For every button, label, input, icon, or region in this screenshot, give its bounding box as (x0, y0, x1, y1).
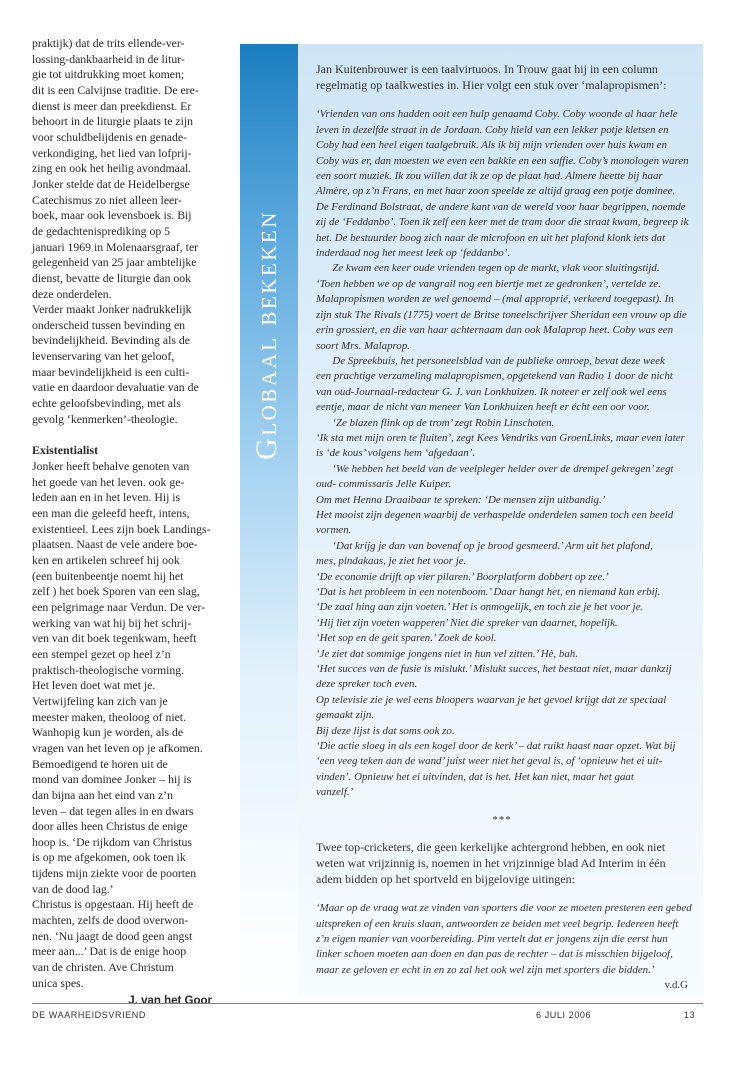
body-text-line: gie tot uitdrukking moet komen; (32, 68, 185, 82)
body-text-line: dienst, bevatte de liturgie dan ook (32, 271, 192, 285)
quote-line: deze spreker toch even. (316, 678, 418, 691)
quote-line: zijn stuk The Rivals (1775) voert de Britse toneelschrijver Sheridan een vrouw op die (316, 308, 687, 321)
quote-line: oud- commissaris Jelle Kuiper. (316, 478, 451, 491)
quote-line: vanzelf.’ (316, 786, 354, 799)
body-text-line: unica spes. (32, 976, 84, 990)
quote-line: zij de ‘Feddanbo’. Toen ik zelf een keer met de tram door die straat kwam, begreep ik (316, 216, 689, 229)
body-text-line: deze onderdelen. (32, 287, 112, 301)
quote-line: z’n eigen manier van voorbereiding. Pim vertelt dat er jongens zijn die eerst hun (316, 933, 668, 946)
body-text-line: Christus is opgestaan. Hij heeft de (32, 898, 194, 912)
body-text-line: (een buitenbeentje noemt hij het (32, 569, 184, 583)
quote-line: mes, pindakaas, je ziet het voor je. (316, 555, 467, 568)
body-text-line: vragen van het leven op je afkomen. (32, 741, 203, 755)
body-text-line: van de christen. Ave Christum (32, 961, 174, 975)
body-text-line: het goede van het leven. ook ge- (32, 475, 185, 489)
quote-line: Coby was er, dan moesten we even een bakkie en een saffie. Coby’s monologen waren (316, 154, 689, 167)
quote-line: De Ferdinand Bolstraat, de andere kant van de wereld voor haar begrippen, noemde (316, 200, 686, 213)
body-text-line: Catechismus zo niet alleen leer- (32, 193, 182, 207)
quote-line: leven in dezelfde straat in de Jordaan. Coby hield van een lekker potje kletsen en (316, 123, 669, 136)
body-text-line: nen. ‘Nu jaagt de dood geen angst (32, 929, 193, 943)
quote-line: inderdaad nog het meest leek op ‘feddanbo’. (316, 247, 511, 260)
quote-line: ‘De economie drijft op vier pilaren.’ Boorplatform dobbert op zee.’ (316, 570, 609, 583)
spacer (316, 887, 688, 901)
body-text-line: leden aan en in het leven. Hij is (32, 491, 181, 505)
body-text-line: boek, maar ook levensboek is. Bij (32, 209, 192, 223)
body-text-line: hoop is. ‘De rijkdom van Christus (32, 835, 192, 849)
quote-line: soort Mrs. Malaprop. (316, 339, 410, 352)
quote-line: Malapropismen worden ze wel genoemd – (mal approprié, verkeerd toegepast). In (316, 293, 674, 306)
column-intro-line: Twee top-cricketers, die geen kerkelijke achtergrond hebben, en ook niet (316, 840, 666, 855)
body-text-line: plaatsen. Naast de vele andere boe- (32, 538, 198, 552)
body-text-line: praktisch-theologische vorming. (32, 663, 185, 677)
body-text-line: onderscheid tussen bevinding en (32, 318, 186, 332)
body-text-line: Bemoedigend te horen uit de (32, 757, 168, 771)
body-text-line: meer aan...’ Dat is de enige hoop (32, 945, 187, 959)
quote-line: De Spreekbuis, het personeelsblad van de publieke omroep, bevat deze week (316, 354, 665, 367)
body-text-line: dit is een Calvijnse traditie. De ere- (32, 83, 199, 97)
spacer (316, 93, 688, 107)
column-intro-line: adem bidden op het sportveld en bijgelovige uitingen: (316, 871, 575, 886)
quote-line: ‘Toen hebben we op de vangrail nog een biertje met ze gedronken’, vertelde ze. (316, 277, 661, 290)
quote-line: maar ze geloven er echt in en zo zal het ook wel zijn met sporters die bidden.’ (316, 963, 655, 976)
quote-line: het. De bestuurder boog zich naar de microfoon en uit het plafond klonk iets dat (316, 231, 666, 244)
body-text-line: verkondiging, het lied van lofprij- (32, 146, 192, 160)
author-signature: J. van het Goor (128, 995, 212, 1008)
column-intro-line: weten wat vrijzinnig is, noemen in het vrijzinnige blad Ad Interim in één (316, 855, 666, 870)
body-text-line: Verder maakt Jonker nadrukkelijk (32, 303, 192, 317)
quote-line: ‘Dat is het probleem in een notenboom.’ Daar hangt het, en niemand kan erbij. (316, 586, 661, 598)
quote-line: ‘Ze blazen flink op de trom’ zegt Robin Linschoten. (316, 416, 555, 429)
quote-line: uitspreken of een kruis slaan, antwoorden ze beiden met veel begrip. Iedereen heeft (316, 917, 679, 930)
body-text-line: ven van dit boek tegenkwam, heeft (32, 632, 197, 646)
body-text-line: levenservaring van het geloof, (32, 350, 175, 364)
body-text-line: existentieel. Lees zijn boek Landings- (32, 522, 211, 536)
right-column (316, 62, 692, 994)
section-separator: *** (492, 813, 512, 826)
body-text-line: Wanhopig kun je worden, als de (32, 726, 184, 740)
body-text-line: praktijk) dat de trits ellende-ver- (32, 37, 185, 50)
footer-publication: DE WAARHEIDSVRIEND (32, 1010, 146, 1020)
body-text-line: Jonker heeft behalve genoten van (32, 460, 190, 474)
body-text-line: mond van dominee Jonker – hij is (32, 773, 192, 787)
quote-line: Ze kwam een keer oude vrienden tegen op de markt, vlak voor sluitingstijd. (316, 262, 660, 275)
quote-line: ‘Die actie sloeg in als een kogel door de kerk’ – dat ruikt haast naar opzet. Wat bij (316, 740, 676, 753)
quote-line: Bij deze lijst is dat soms ook zo. (316, 724, 455, 737)
body-text-line: zing en ook het heilig avondmaal. (32, 162, 192, 176)
body-text-line: een pelgrimage naar Verdun. De ver- (32, 600, 206, 614)
body-text-line: zelf ) het boek Sporen van een slag, (32, 585, 200, 599)
footer-rule (32, 1003, 703, 1004)
body-text-line: Jonker stelde dat de Heidelbergse (32, 177, 190, 191)
body-text-line: een stempel gezet op heel z’n (32, 647, 171, 661)
body-text-line: echte geloofsbevinding, met als (32, 397, 181, 411)
footer-page-number: 13 (684, 1010, 696, 1020)
quote-line: een soort muziek. Ik zou willen dat ik ze op de plaat had. Almere heette bij haar (316, 170, 663, 183)
body-text-line: maar bevindelijkheid is een culti- (32, 365, 190, 379)
body-text-line: een man die geleefd heeft, intens, (32, 507, 190, 521)
body-text-line: is op me afgekomen, ook toen ik (32, 851, 186, 865)
quote-line: ‘een veeg teken aan de wand’ juist weer niet het geval is, of ‘opnieuw het ei uit- (316, 755, 663, 768)
quote-line: Almère, op z’n Frans, en met haar zoon speelde ze altijd graag een potje dominee. (316, 185, 676, 198)
quote-line: ‘Dat krijg je dan van bovenaf op je brood gesmeerd.’ Arm uit het plafond, (316, 539, 653, 552)
body-text-line: vatie en daardoor devaluatie van de (32, 381, 199, 395)
column-intro-line: regelmatig op taalkwesties in. Hier volgt een stuk over ‘malapropismen’: (316, 77, 667, 92)
quote-line: ‘We hebben het beeld van de veelpleger helder over de drempel gekregen’ zegt (316, 462, 674, 475)
quote-line: ‘De zaal hing aan zijn voeten.’ Het is onmogelijk, en toch zie je het voor je. (316, 601, 644, 614)
quote-line: ‘Je ziet dat sommige jongens niet in hun vel zitten.’ Hè, bah. (316, 647, 578, 660)
author-initials: v.d.G (664, 979, 688, 992)
body-text-line: werking van wat hij bij het schrij- (32, 616, 192, 630)
body-text-line: de gedachtenisprediking op 5 (32, 224, 171, 238)
body-text-line: Het leven doet wat met je. (32, 679, 156, 693)
body-text-line: Vertwijfeling kan zich van je (32, 694, 168, 708)
quote-line: linker schoen moeten aan doen en dan pas de rechter – dat is misschien bijgeloof, (316, 948, 673, 961)
body-text-line: machten, zelfs de dood overwon- (32, 914, 189, 928)
quote-line: van oud-Journaal-redacteur G. J. van Lonkhuizen. Ik noteer er zelf ook wel eens (316, 385, 667, 398)
body-text-line: ken en artikelen schreef hij ook (32, 554, 180, 567)
quote-line: Het mooist zijn degenen waarbij de verhaspelde onderdelen samen toch een beeld (316, 508, 674, 521)
body-text-line: januari 1969 in Molenaarsgraaf, ter (32, 240, 199, 254)
body-text-line: meester maken, theoloog of niet. (32, 710, 187, 724)
quote-line: Om met Henna Draaibaar te spreken: ‘De mensen zijn uitbandig.’ (316, 493, 606, 506)
body-text-line: dienst is meer dan preekdienst. Er (32, 99, 192, 113)
body-text-line: door alles heen Christus de enige (32, 820, 188, 834)
quote-line: ‘Het succes van de fusie is mislukt.’ Mislukt succes, het bestaat niet, maar dankzij (316, 663, 672, 676)
quote-line: vormen. (316, 524, 352, 537)
quote-line: ‘Hij liet zijn voeten wapperen’ Niet die spreker van daarnet, hopelijk. (316, 616, 618, 629)
quote-line: een prachtige verzameling malapropismen, opgetekend van Radio 1 door de nicht (316, 370, 673, 383)
quote-line: gemaakt zijn. (316, 709, 375, 722)
left-column (32, 36, 212, 1010)
quote-line: is ‘de kous’ volgens hem ‘afgedaan’. (316, 447, 476, 460)
quote-line: erin grossiert, en die van haar achternaam dan ook Malaprop heet. Coby was een (316, 324, 674, 337)
section-title: Globaal bekeken (250, 210, 283, 460)
quote-line: Op televisie zie je wel eens bloopers waarvan je het gevoel krijgt dat ze speciaal (316, 693, 667, 706)
quote-line: vinden’. Opnieuw het ei uitvinden, dat is het. Het kan niet, maar het gaat (316, 770, 634, 783)
quote-line: ‘Het sop en de geit sparen.’ Zoek de kool. (316, 632, 497, 645)
footer-date: 6 JULI 2006 (536, 1010, 592, 1020)
body-text-line: leven – dat tegen alles in en dwars (32, 804, 194, 818)
quote-line: eentje, maar de nicht van meneer Van Lonkhuizen heeft er écht een oor voor. (316, 401, 650, 414)
body-text-line: behoort in de liturgie plaats te zijn (32, 115, 193, 129)
section-heading: Existentialist (32, 443, 99, 458)
column-intro-line: Jan Kuitenbrouwer is een taalvirtuoos. In Trouw gaat hij in een column (316, 62, 658, 76)
body-text-line: voor schuldbelijdenis en genade- (32, 130, 187, 144)
quote-line: Coby had een heel eigen taalgebruik. Als ik bij mijn vrienden over huis kwam en (316, 139, 667, 152)
quote-line: ‘Ik sta met mijn oren te fluiten’, zegt Kees Vendriks van GroenLinks, maar even later (316, 431, 685, 444)
quote-line: ‘Vrienden van ons hadden ooit een hulp genaamd Coby. Coby woonde al haar hele (316, 108, 678, 121)
body-text-line: bevindelijkheid. Bevinding als de (32, 334, 190, 348)
body-text-line: lossing-dankbaarheid in de litur- (32, 52, 185, 66)
body-text-line: gevolg ‘kenmerken’-theologie. (32, 412, 178, 426)
quote-line: ‘Maar op de vraag wat ze vinden van sporters die voor ze moeten presteren een gebed (316, 902, 692, 915)
body-text-line: gelegenheid van 25 jaar ambtelijke (32, 256, 197, 270)
body-text-line: tijdens mijn ziekte voor de poorten (32, 867, 197, 881)
body-text-line: dan bijna aan het eind van z’n (32, 788, 173, 802)
body-text-line: van de dood lag.’ (32, 882, 114, 896)
